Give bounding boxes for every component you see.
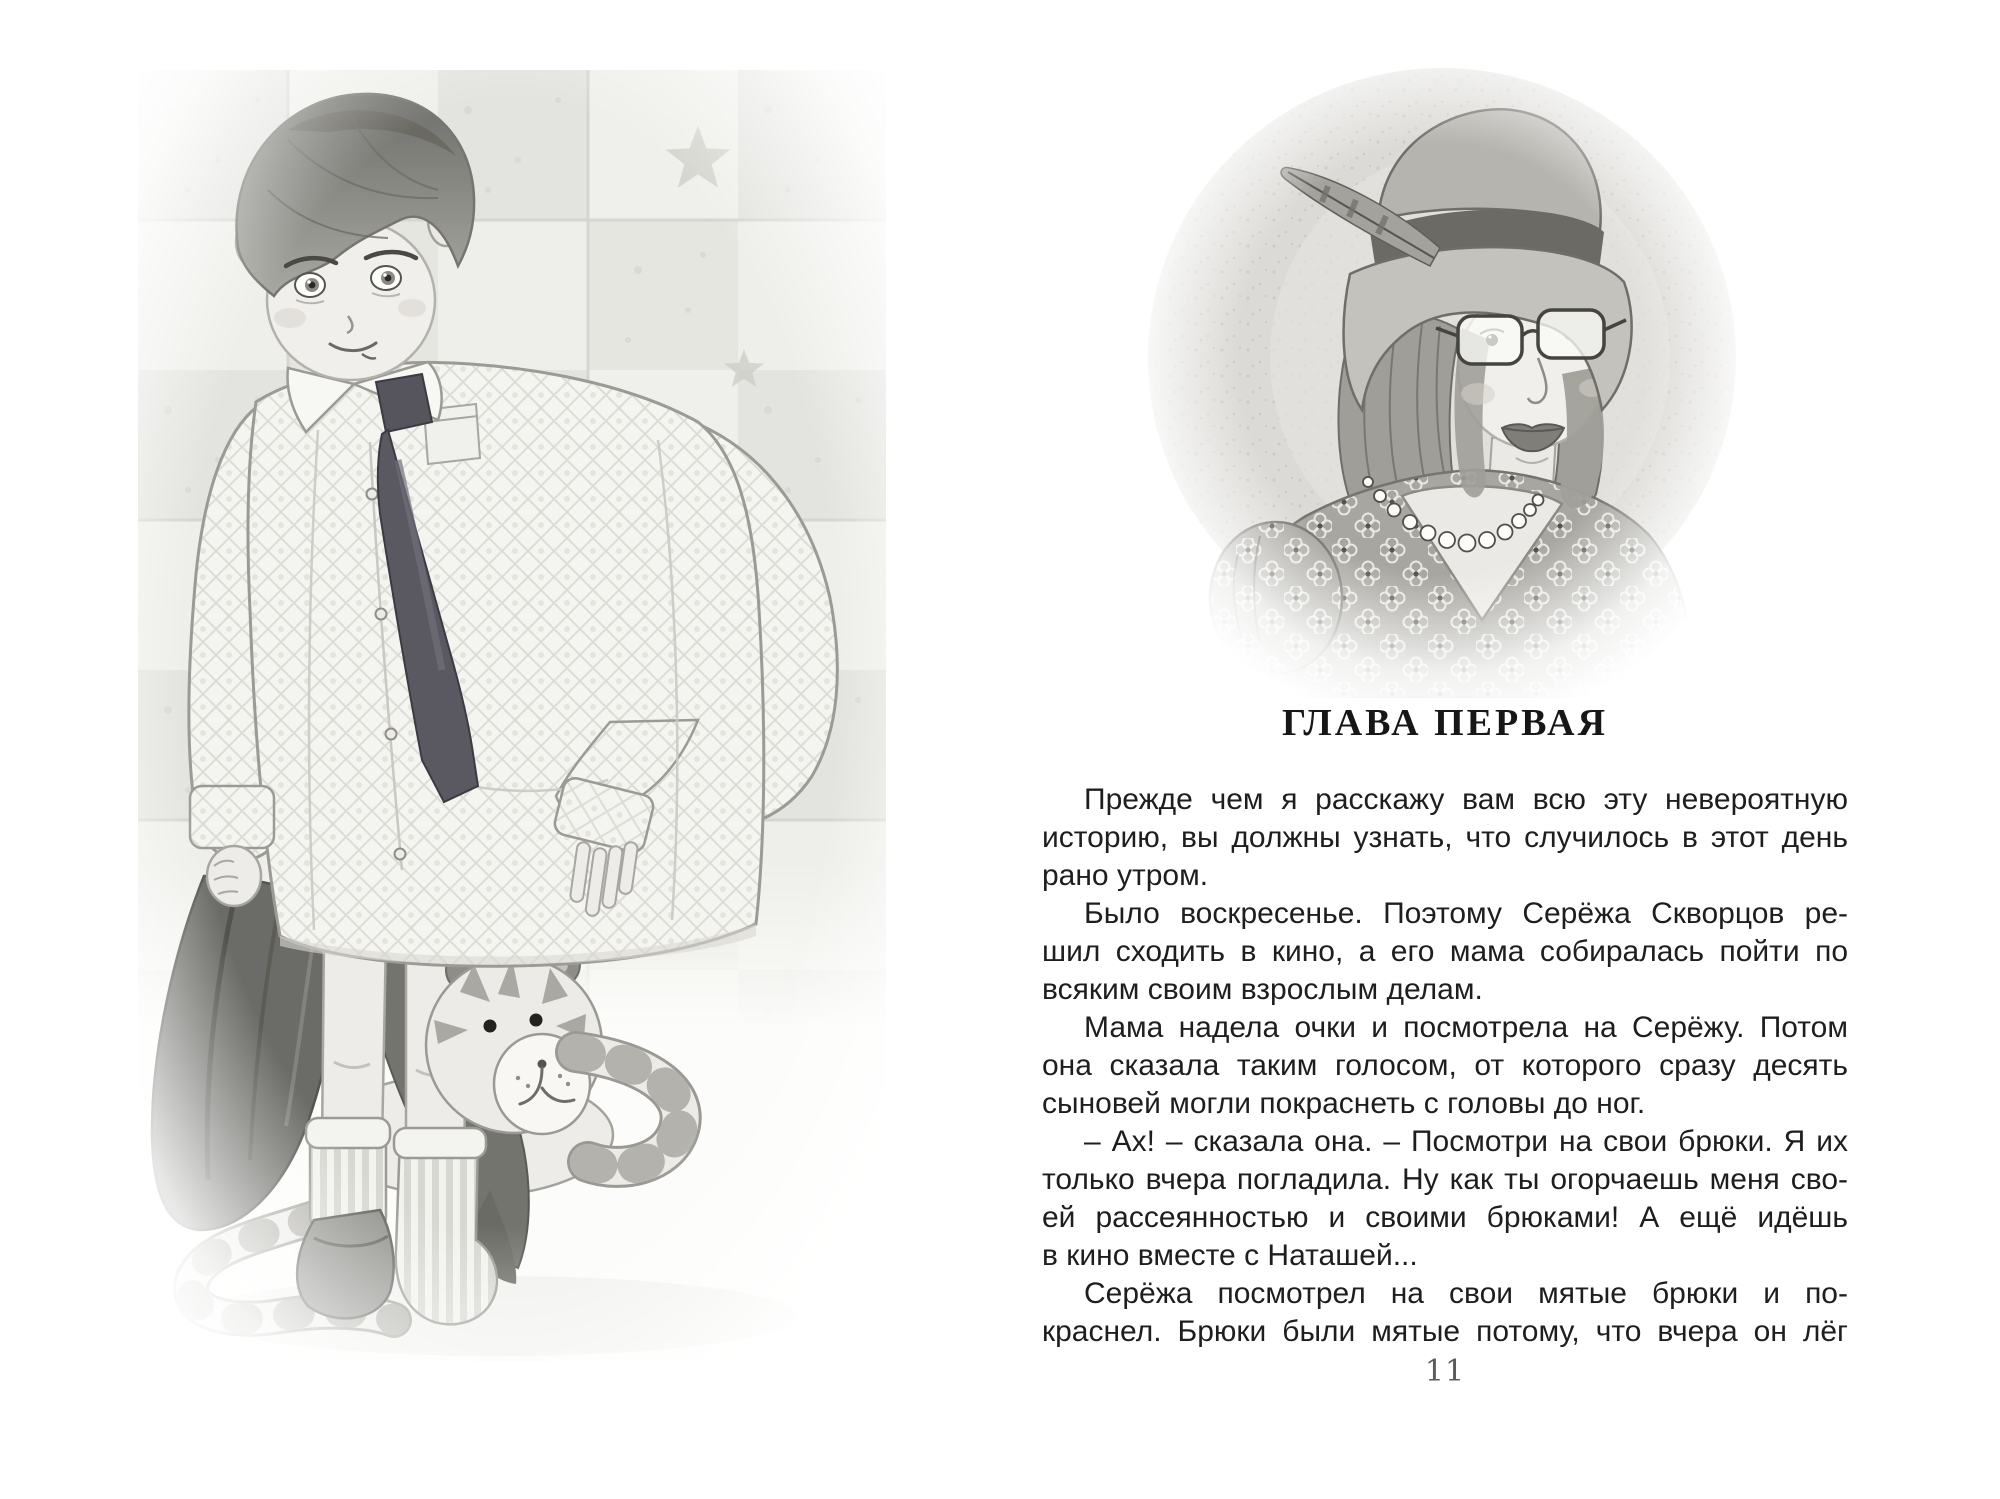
text-line: только вчера погладила. Ну как ты огорчаешь меня сво-: [1042, 1163, 1848, 1196]
text-line: краснел. Брюки были мятые потому, что вчера он лёг: [1042, 1315, 1848, 1348]
oval-vignette: [1140, 58, 1744, 698]
text-line: в кино вместе с Наташей...: [1042, 1239, 1418, 1272]
text-line: рано утром.: [1042, 859, 1209, 892]
text-line: сыновей могли покраснеть с головы до ног.: [1042, 1087, 1646, 1120]
left-page-illustration: [138, 70, 886, 1362]
text-line: историю, вы должны узнать, что случилось в этот день: [1042, 821, 1848, 854]
text-line: она сказала таким голосом, от которого сразу десять: [1042, 1049, 1848, 1082]
page-number: 11: [1424, 1354, 1466, 1389]
body-text: [1042, 781, 1848, 1351]
right-page-illustration: [1140, 58, 1744, 698]
mother-portrait: [1140, 58, 1744, 698]
edge-vignette: [138, 70, 886, 1362]
text-line: – Ах! – сказала она. – Посмотри на свои брюки. Я их: [1084, 1125, 1848, 1158]
chapter-title: ГЛАВА ПЕРВАЯ: [1281, 702, 1609, 744]
boy-illustration: [138, 70, 886, 1362]
text-line: всяким своим взрослым делам.: [1042, 973, 1483, 1006]
text-line: Было воскресенье. Поэтому Серёжа Скворцов ре-: [1084, 897, 1848, 930]
text-line: Мама надела очки и посмотрела на Серёжу. Потом: [1084, 1011, 1848, 1044]
text-line: ей рассеянностью и своими брюками! А ещё идёшь: [1042, 1201, 1848, 1234]
text-line: шил сходить в кино, а его мама собиралась пойти по: [1042, 935, 1848, 968]
text-line: Прежде чем я расскажу вам всю эту невероятную: [1084, 783, 1848, 816]
text-line: Серёжа посмотрел на свои мятые брюки и по-: [1084, 1277, 1848, 1310]
